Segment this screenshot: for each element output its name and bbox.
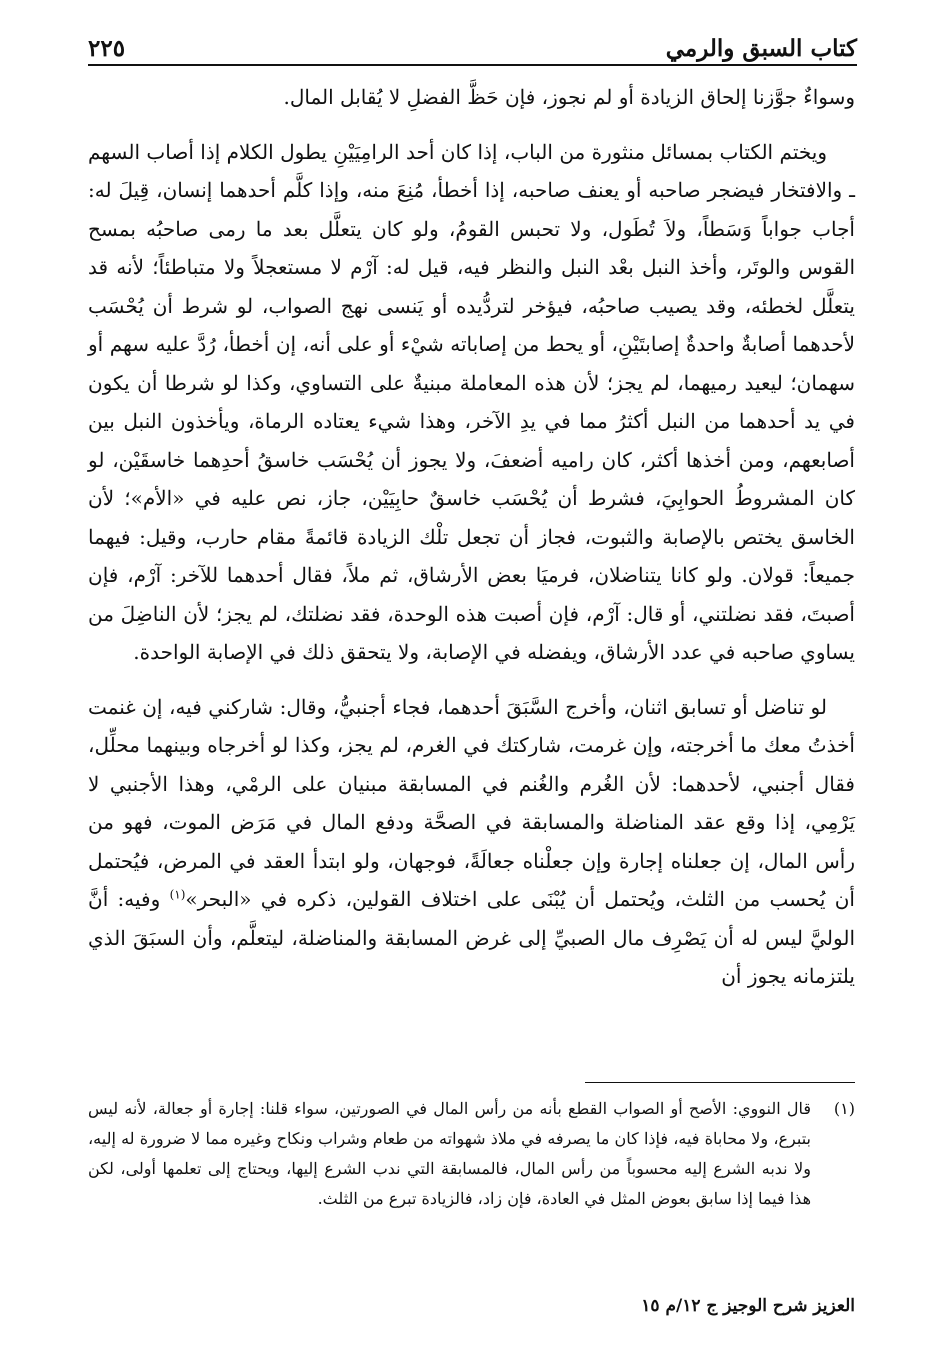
footnote-1 xyxy=(88,1094,855,1214)
paragraph-1: وسواءٌ جوَّزنا إلحاق الزيادة أو لم نجوز، فإن حَظَّ الفضلِ لا يُقابل المال. xyxy=(283,85,855,109)
paragraph-2: ويختم الكتاب بمسائل منثورة من الباب، إذا كان أحد الرامِيَيْنِ يطول الكلام إذا أصاب السهم ـ والافتخار فيضجر صاحبه أو يعنف صاحبه، إذا أخطأ، مُنِعَ منه، وإذا كلَّم أحدهما إنسان، قِيلَ له: أجاب جواباً وَسَطاً، ولاَ تُطَول، ولا تحبس القومُ، ولو كان يتعلَّل بعد ما رمى صاحبُه بمسح القوس والوتَر، وأخذ النبل بعْد النبل والنظر فيه، قيل له: آرْم لا مستعجلاً ولا متباطئاً؛ لأنه قد يتعلَّل لخطئه، وقد يصيب صاحبُه، فيؤخر لتردُّيده أو يَنسى نهج الصواب، لو شرط أن يُحْسَب لأحدهما أصابةٌ واحدةٌ إصابتَيْنِ، أو يحط من إصاباته شيْء أو على أنه، إن أخطأ، رُدَّ عليه سهم أو سهمان؛ ليعيد رميهما، لم يجز؛ لأن هذه المعاملة مبنيةٌ على التساوي، وكذا لو شرطا أن يكون في يد أحدهما من النبل أكثرُ مما في يدِ الآخر، وهذا شيء يعتاده الرماة، ويأخذون النبل بين أصابعهم، ومن أخذها أكثر، كان راميه أضعفَ، ولا يجوز أن يُحْسَب خاسقُ أحدِهما خاسقَيْن، لو كان المشروطُ الحوابِيَ، فشرط أن يُحْسَب خاسقٌ حابِيَيْن، جاز، نص عليه في «الأم»؛ لأن الخاسق يختص بالإصابة والثبوت، فجاز أن تجعل تلْك الزيادة قائمةً مقام حارب، وقيل: فيهما جميعاً: قولان. ولو كانا يتناضلان، فرميَا بعض الأرشاق، ثم ملاً، فقال أحدهما للآخر: آرْم، فإن أصبتَ، فقد نضلتني، أو قال: آرْم، فإن أصبت هذه الوحدة، فقد نضلتك، لم يجز؛ لأن الناضِلَ من يساوي صاحبه في عدد الأرشاق، ويفضله في الإصابة، ولا يتحقق ذلك في الإصابة الواحدة. xyxy=(88,139,855,664)
paragraph-3-tail: وفيه: أنَّ الوليَّ ليس له أن يَصْرِف مال الصبيِّ إلى غرض المسابقة والمناضلة، ليتعلَّم، وأن السبَقَ الذي يلتزمانه يجوز أن xyxy=(88,887,855,988)
header-rule xyxy=(88,64,857,66)
footnote-text: قال النووي: الأصح أو الصواب القطع بأنه من رأس المال في الصورتين، سواء قلنا: إجارة أو جعالة، لأنه ليس بتبرع، ولا محاباة فيه، فإذا كان ما يصرفه في ملاذ شهواته من طعام وشراب ونكاح وغيره مما لا ضرورة له إليه، ولا ندبه الشرع إليه محسوباً من رأس المال، فالمسابقة التي ندب الشرع إليها، ويحتاج إلى تعلمها أولى، لكن هذا فيما إذا سابق بعوض المثل في العادة، فإن زاد، فالزيادة تبرع من الثلث. xyxy=(88,1099,812,1208)
paragraph-3 xyxy=(88,688,855,996)
printer-signature: العزيز شرح الوجيز ج ١٢/م ١٥ xyxy=(641,1296,855,1316)
main-text xyxy=(88,78,855,996)
chapter-title: كتاب السبق والرمي xyxy=(665,35,857,62)
paragraph-3-main: لو تناضل أو تسابق اثنان، وأخرج السَّبَقَ أحدهما، فجاء أجنبيُّ، وقال: شاركني فيه، إن غنمت أخذتُ معك ما أخرجته، وإن غرمت، شاركتك في الغرم، لم يجز، وكذا لو أخرجاه وبينهما محلِّل، فقال أجنبي، لأحدهما: لأن الغُرم والغُنم في المسابقة مبنيان على الرمْي، وهذا الأجنبي لا يَرْمِي، إذا وقع عقد المناضلة والمسابقة في الصحَّة ودفع المال في مَرَض الموت، فهو من رأس المال، إن جعلناه إجارة وإن جعلْناه جعالَةً، فوجهان، ولو ابتدأ العقد في المرض، فيُحتمل أن يُحسب من الثلث، ويُحتمل أن يُبْنَى على اختلاف القولين، ذكره في «البحر» xyxy=(88,694,855,911)
running-header xyxy=(88,26,857,62)
page-number: ٢٢٥ xyxy=(88,35,126,62)
footnote-marker: (١) xyxy=(833,1099,855,1118)
footnote-rule xyxy=(585,1082,855,1083)
footnotes xyxy=(88,1094,855,1214)
footnote-reference-1: (١) xyxy=(169,887,186,902)
